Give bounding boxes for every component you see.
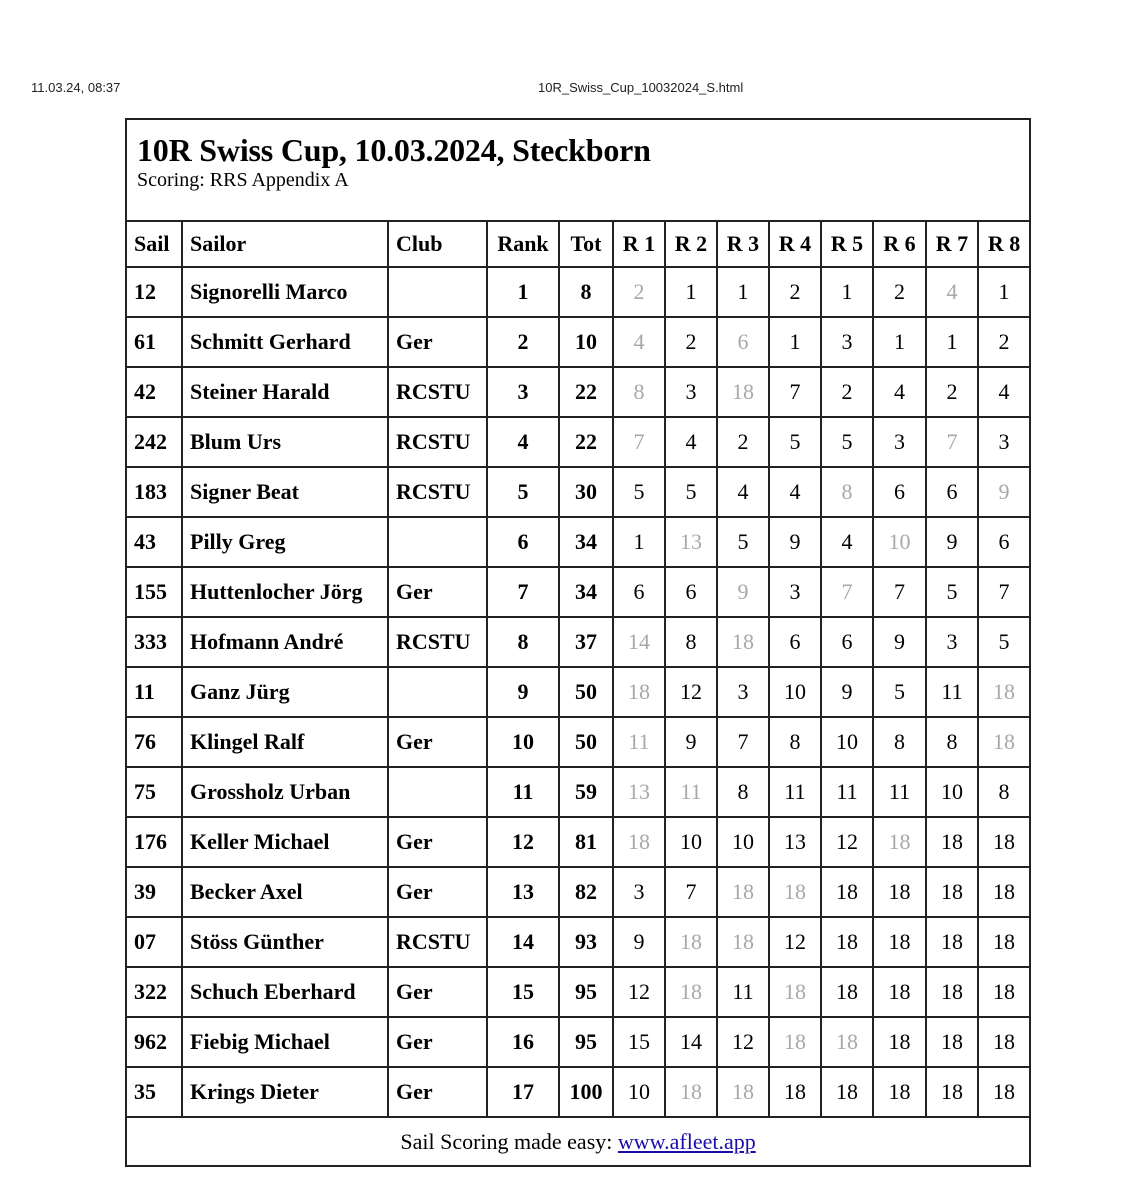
- race-score-r7: 2: [926, 367, 978, 417]
- total-points: 30: [559, 467, 613, 517]
- footer-text: Sail Scoring made easy:: [400, 1128, 618, 1154]
- race-score-r2: 11: [665, 767, 717, 817]
- race-score-r1: 10: [613, 1067, 665, 1117]
- race-score-r7: 18: [926, 867, 978, 917]
- race-score-r6: 18: [873, 867, 926, 917]
- race-score-r8: 7: [978, 567, 1030, 617]
- table-row: [126, 917, 1030, 967]
- sailor-name: Keller Michael: [182, 817, 388, 867]
- race-score-r3: 1: [717, 267, 769, 317]
- race-score-r5: 9: [821, 667, 873, 717]
- race-score-r4: 6: [769, 617, 821, 667]
- race-score-r3: 5: [717, 517, 769, 567]
- race-score-r5: 12: [821, 817, 873, 867]
- race-score-r2: 10: [665, 817, 717, 867]
- race-score-r7: 4: [926, 267, 978, 317]
- column-header-r7: R 7: [926, 221, 978, 267]
- club: Ger: [388, 317, 487, 367]
- race-score-r2: 13: [665, 517, 717, 567]
- total-points: 93: [559, 917, 613, 967]
- rank: 13: [487, 867, 559, 917]
- table-row: [126, 1067, 1030, 1117]
- sail-number: 11: [126, 667, 182, 717]
- race-score-r6: 18: [873, 1017, 926, 1067]
- race-score-r7: 18: [926, 1017, 978, 1067]
- race-score-r1: 12: [613, 967, 665, 1017]
- total-points: 50: [559, 717, 613, 767]
- race-score-r6: 18: [873, 917, 926, 967]
- race-score-r5: 3: [821, 317, 873, 367]
- race-score-r8: 2: [978, 317, 1030, 367]
- race-score-r5: 18: [821, 1017, 873, 1067]
- race-score-r2: 18: [665, 1067, 717, 1117]
- race-score-r4: 18: [769, 967, 821, 1017]
- race-score-r4: 11: [769, 767, 821, 817]
- race-score-r5: 5: [821, 417, 873, 467]
- race-score-r6: 4: [873, 367, 926, 417]
- race-score-r7: 5: [926, 567, 978, 617]
- sail-number: 333: [126, 617, 182, 667]
- table-row: [126, 267, 1030, 317]
- club: Ger: [388, 717, 487, 767]
- race-score-r5: 1: [821, 267, 873, 317]
- race-score-r2: 12: [665, 667, 717, 717]
- race-score-r7: 6: [926, 467, 978, 517]
- race-score-r5: 11: [821, 767, 873, 817]
- sail-number: 183: [126, 467, 182, 517]
- sail-number: 42: [126, 367, 182, 417]
- rank: 2: [487, 317, 559, 367]
- sailor-name: Hofmann André: [182, 617, 388, 667]
- race-score-r6: 18: [873, 817, 926, 867]
- table-row: [126, 567, 1030, 617]
- race-score-r1: 18: [613, 667, 665, 717]
- sail-number: 35: [126, 1067, 182, 1117]
- sail-number: 39: [126, 867, 182, 917]
- table-row: [126, 717, 1030, 767]
- race-score-r6: 18: [873, 967, 926, 1017]
- race-score-r5: 18: [821, 867, 873, 917]
- total-points: 82: [559, 867, 613, 917]
- sailor-name: Krings Dieter: [182, 1067, 388, 1117]
- race-score-r1: 9: [613, 917, 665, 967]
- race-score-r4: 18: [769, 1067, 821, 1117]
- club: Ger: [388, 1017, 487, 1067]
- race-score-r5: 10: [821, 717, 873, 767]
- race-score-r7: 3: [926, 617, 978, 667]
- footer-cell: [126, 1117, 1030, 1166]
- race-score-r1: 6: [613, 567, 665, 617]
- race-score-r8: 1: [978, 267, 1030, 317]
- race-score-r6: 7: [873, 567, 926, 617]
- results-table: [125, 118, 1031, 1167]
- sailor-name: Becker Axel: [182, 867, 388, 917]
- race-score-r7: 8: [926, 717, 978, 767]
- print-filename: 10R_Swiss_Cup_10032024_S.html: [538, 80, 744, 95]
- race-score-r8: 18: [978, 967, 1030, 1017]
- race-score-r4: 18: [769, 1017, 821, 1067]
- race-score-r4: 4: [769, 467, 821, 517]
- total-points: 37: [559, 617, 613, 667]
- club: RCSTU: [388, 417, 487, 467]
- club: Ger: [388, 967, 487, 1017]
- column-header-sailor: Sailor: [182, 221, 388, 267]
- race-score-r2: 9: [665, 717, 717, 767]
- table-row: [126, 1017, 1030, 1067]
- sailor-name: Huttenlocher Jörg: [182, 567, 388, 617]
- race-score-r4: 13: [769, 817, 821, 867]
- scoring-subtitle: Scoring: RRS Appendix A: [137, 169, 349, 191]
- race-score-r3: 2: [717, 417, 769, 467]
- race-score-r1: 15: [613, 1017, 665, 1067]
- rank: 6: [487, 517, 559, 567]
- title-cell: [126, 119, 1030, 221]
- race-score-r6: 2: [873, 267, 926, 317]
- sailor-name: Klingel Ralf: [182, 717, 388, 767]
- header-row: [126, 221, 1030, 267]
- race-score-r5: 4: [821, 517, 873, 567]
- race-score-r3: 18: [717, 617, 769, 667]
- race-score-r4: 5: [769, 417, 821, 467]
- race-score-r2: 2: [665, 317, 717, 367]
- column-header-r2: R 2: [665, 221, 717, 267]
- print-datetime: 11.03.24, 08:37: [31, 80, 121, 95]
- column-header-sail: Sail: [126, 221, 182, 267]
- column-header-r3: R 3: [717, 221, 769, 267]
- club: Ger: [388, 1067, 487, 1117]
- race-score-r8: 6: [978, 517, 1030, 567]
- race-score-r8: 18: [978, 867, 1030, 917]
- race-score-r8: 5: [978, 617, 1030, 667]
- race-score-r1: 1: [613, 517, 665, 567]
- table-row: [126, 417, 1030, 467]
- sail-number: 07: [126, 917, 182, 967]
- race-score-r7: 10: [926, 767, 978, 817]
- race-score-r1: 14: [613, 617, 665, 667]
- sail-number: 12: [126, 267, 182, 317]
- race-score-r2: 7: [665, 867, 717, 917]
- race-score-r7: 1: [926, 317, 978, 367]
- rank: 16: [487, 1017, 559, 1067]
- club: Ger: [388, 817, 487, 867]
- total-points: 81: [559, 817, 613, 867]
- club: [388, 667, 487, 717]
- race-score-r3: 8: [717, 767, 769, 817]
- race-score-r6: 18: [873, 1067, 926, 1117]
- race-score-r1: 18: [613, 817, 665, 867]
- sail-number: 43: [126, 517, 182, 567]
- rank: 15: [487, 967, 559, 1017]
- race-score-r3: 11: [717, 967, 769, 1017]
- column-header-r5: R 5: [821, 221, 873, 267]
- total-points: 8: [559, 267, 613, 317]
- column-header-r6: R 6: [873, 221, 926, 267]
- race-score-r4: 7: [769, 367, 821, 417]
- total-points: 95: [559, 967, 613, 1017]
- rank: 11: [487, 767, 559, 817]
- race-score-r7: 18: [926, 817, 978, 867]
- club: RCSTU: [388, 917, 487, 967]
- race-score-r2: 4: [665, 417, 717, 467]
- rank: 4: [487, 417, 559, 467]
- table-row: [126, 467, 1030, 517]
- sailor-name: Grossholz Urban: [182, 767, 388, 817]
- race-score-r3: 18: [717, 1067, 769, 1117]
- rank: 12: [487, 817, 559, 867]
- race-score-r6: 8: [873, 717, 926, 767]
- sailor-name: Fiebig Michael: [182, 1017, 388, 1067]
- race-score-r8: 18: [978, 817, 1030, 867]
- club: Ger: [388, 567, 487, 617]
- race-score-r6: 9: [873, 617, 926, 667]
- sailor-name: Signer Beat: [182, 467, 388, 517]
- sailor-name: Ganz Jürg: [182, 667, 388, 717]
- club: Ger: [388, 867, 487, 917]
- rank: 9: [487, 667, 559, 717]
- race-score-r6: 11: [873, 767, 926, 817]
- race-score-r5: 2: [821, 367, 873, 417]
- total-points: 50: [559, 667, 613, 717]
- race-score-r8: 9: [978, 467, 1030, 517]
- results-body: [126, 267, 1030, 1117]
- race-score-r4: 8: [769, 717, 821, 767]
- race-score-r1: 11: [613, 717, 665, 767]
- race-score-r3: 12: [717, 1017, 769, 1067]
- sail-number: 61: [126, 317, 182, 367]
- race-score-r8: 4: [978, 367, 1030, 417]
- total-points: 100: [559, 1067, 613, 1117]
- rank: 5: [487, 467, 559, 517]
- race-score-r1: 13: [613, 767, 665, 817]
- sailor-name: Schmitt Gerhard: [182, 317, 388, 367]
- race-score-r2: 6: [665, 567, 717, 617]
- sailor-name: Blum Urs: [182, 417, 388, 467]
- column-header-tot: Tot: [559, 221, 613, 267]
- race-score-r5: 6: [821, 617, 873, 667]
- club: [388, 267, 487, 317]
- table-row: [126, 667, 1030, 717]
- race-score-r7: 18: [926, 967, 978, 1017]
- race-score-r7: 18: [926, 917, 978, 967]
- race-score-r7: 18: [926, 1067, 978, 1117]
- race-score-r3: 3: [717, 667, 769, 717]
- race-score-r5: 7: [821, 567, 873, 617]
- race-score-r2: 1: [665, 267, 717, 317]
- table-row: [126, 767, 1030, 817]
- table-row: [126, 617, 1030, 667]
- race-score-r6: 3: [873, 417, 926, 467]
- rank: 1: [487, 267, 559, 317]
- race-score-r3: 9: [717, 567, 769, 617]
- title-row: [126, 119, 1030, 221]
- race-score-r3: 6: [717, 317, 769, 367]
- rank: 3: [487, 367, 559, 417]
- print-header: [0, 80, 1134, 98]
- rank: 7: [487, 567, 559, 617]
- race-score-r6: 1: [873, 317, 926, 367]
- race-score-r8: 18: [978, 917, 1030, 967]
- rank: 10: [487, 717, 559, 767]
- race-score-r1: 7: [613, 417, 665, 467]
- race-score-r7: 9: [926, 517, 978, 567]
- column-header-r8: R 8: [978, 221, 1030, 267]
- table-row: [126, 867, 1030, 917]
- event-title: 10R Swiss Cup, 10.03.2024, Steckborn: [137, 132, 651, 168]
- race-score-r2: 18: [665, 967, 717, 1017]
- race-score-r4: 12: [769, 917, 821, 967]
- table-row: [126, 517, 1030, 567]
- table-row: [126, 817, 1030, 867]
- race-score-r6: 6: [873, 467, 926, 517]
- column-header-rank: Rank: [487, 221, 559, 267]
- race-score-r5: 18: [821, 1067, 873, 1117]
- race-score-r8: 3: [978, 417, 1030, 467]
- sail-number: 322: [126, 967, 182, 1017]
- column-header-r4: R 4: [769, 221, 821, 267]
- sailor-name: Steiner Harald: [182, 367, 388, 417]
- race-score-r8: 18: [978, 717, 1030, 767]
- race-score-r2: 14: [665, 1017, 717, 1067]
- race-score-r4: 18: [769, 867, 821, 917]
- sail-number: 76: [126, 717, 182, 767]
- race-score-r2: 18: [665, 917, 717, 967]
- total-points: 22: [559, 417, 613, 467]
- column-header-club: Club: [388, 221, 487, 267]
- race-score-r4: 2: [769, 267, 821, 317]
- race-score-r1: 3: [613, 867, 665, 917]
- rank: 14: [487, 917, 559, 967]
- sail-number: 75: [126, 767, 182, 817]
- club: [388, 517, 487, 567]
- rank: 17: [487, 1067, 559, 1117]
- race-score-r4: 1: [769, 317, 821, 367]
- race-score-r1: 4: [613, 317, 665, 367]
- race-score-r2: 3: [665, 367, 717, 417]
- club: RCSTU: [388, 617, 487, 667]
- race-score-r1: 2: [613, 267, 665, 317]
- club: RCSTU: [388, 467, 487, 517]
- race-score-r5: 18: [821, 917, 873, 967]
- race-score-r2: 5: [665, 467, 717, 517]
- sail-number: 242: [126, 417, 182, 467]
- total-points: 10: [559, 317, 613, 367]
- rank: 8: [487, 617, 559, 667]
- club: RCSTU: [388, 367, 487, 417]
- race-score-r7: 11: [926, 667, 978, 717]
- race-score-r6: 10: [873, 517, 926, 567]
- race-score-r8: 18: [978, 1067, 1030, 1117]
- total-points: 34: [559, 517, 613, 567]
- race-score-r4: 9: [769, 517, 821, 567]
- race-score-r4: 3: [769, 567, 821, 617]
- race-score-r3: 18: [717, 867, 769, 917]
- race-score-r3: 18: [717, 917, 769, 967]
- table-row: [126, 317, 1030, 367]
- footer-row: [126, 1117, 1030, 1166]
- sailor-name: Pilly Greg: [182, 517, 388, 567]
- race-score-r8: 8: [978, 767, 1030, 817]
- race-score-r2: 8: [665, 617, 717, 667]
- race-score-r1: 5: [613, 467, 665, 517]
- race-score-r3: 7: [717, 717, 769, 767]
- sail-number: 962: [126, 1017, 182, 1067]
- race-score-r3: 18: [717, 367, 769, 417]
- race-score-r1: 8: [613, 367, 665, 417]
- club: [388, 767, 487, 817]
- sail-number: 176: [126, 817, 182, 867]
- race-score-r5: 18: [821, 967, 873, 1017]
- table-row: [126, 967, 1030, 1017]
- race-score-r8: 18: [978, 1017, 1030, 1067]
- sailor-name: Schuch Eberhard: [182, 967, 388, 1017]
- race-score-r7: 7: [926, 417, 978, 467]
- sail-number: 155: [126, 567, 182, 617]
- race-score-r4: 10: [769, 667, 821, 717]
- column-header-r1: R 1: [613, 221, 665, 267]
- afleet-link[interactable]: www.afleet.app: [617, 1128, 756, 1154]
- race-score-r3: 4: [717, 467, 769, 517]
- total-points: 95: [559, 1017, 613, 1067]
- sailor-name: Stöss Günther: [182, 917, 388, 967]
- sailor-name: Signorelli Marco: [182, 267, 388, 317]
- total-points: 34: [559, 567, 613, 617]
- table-row: [126, 367, 1030, 417]
- race-score-r3: 10: [717, 817, 769, 867]
- race-score-r8: 18: [978, 667, 1030, 717]
- total-points: 59: [559, 767, 613, 817]
- race-score-r6: 5: [873, 667, 926, 717]
- race-score-r5: 8: [821, 467, 873, 517]
- total-points: 22: [559, 367, 613, 417]
